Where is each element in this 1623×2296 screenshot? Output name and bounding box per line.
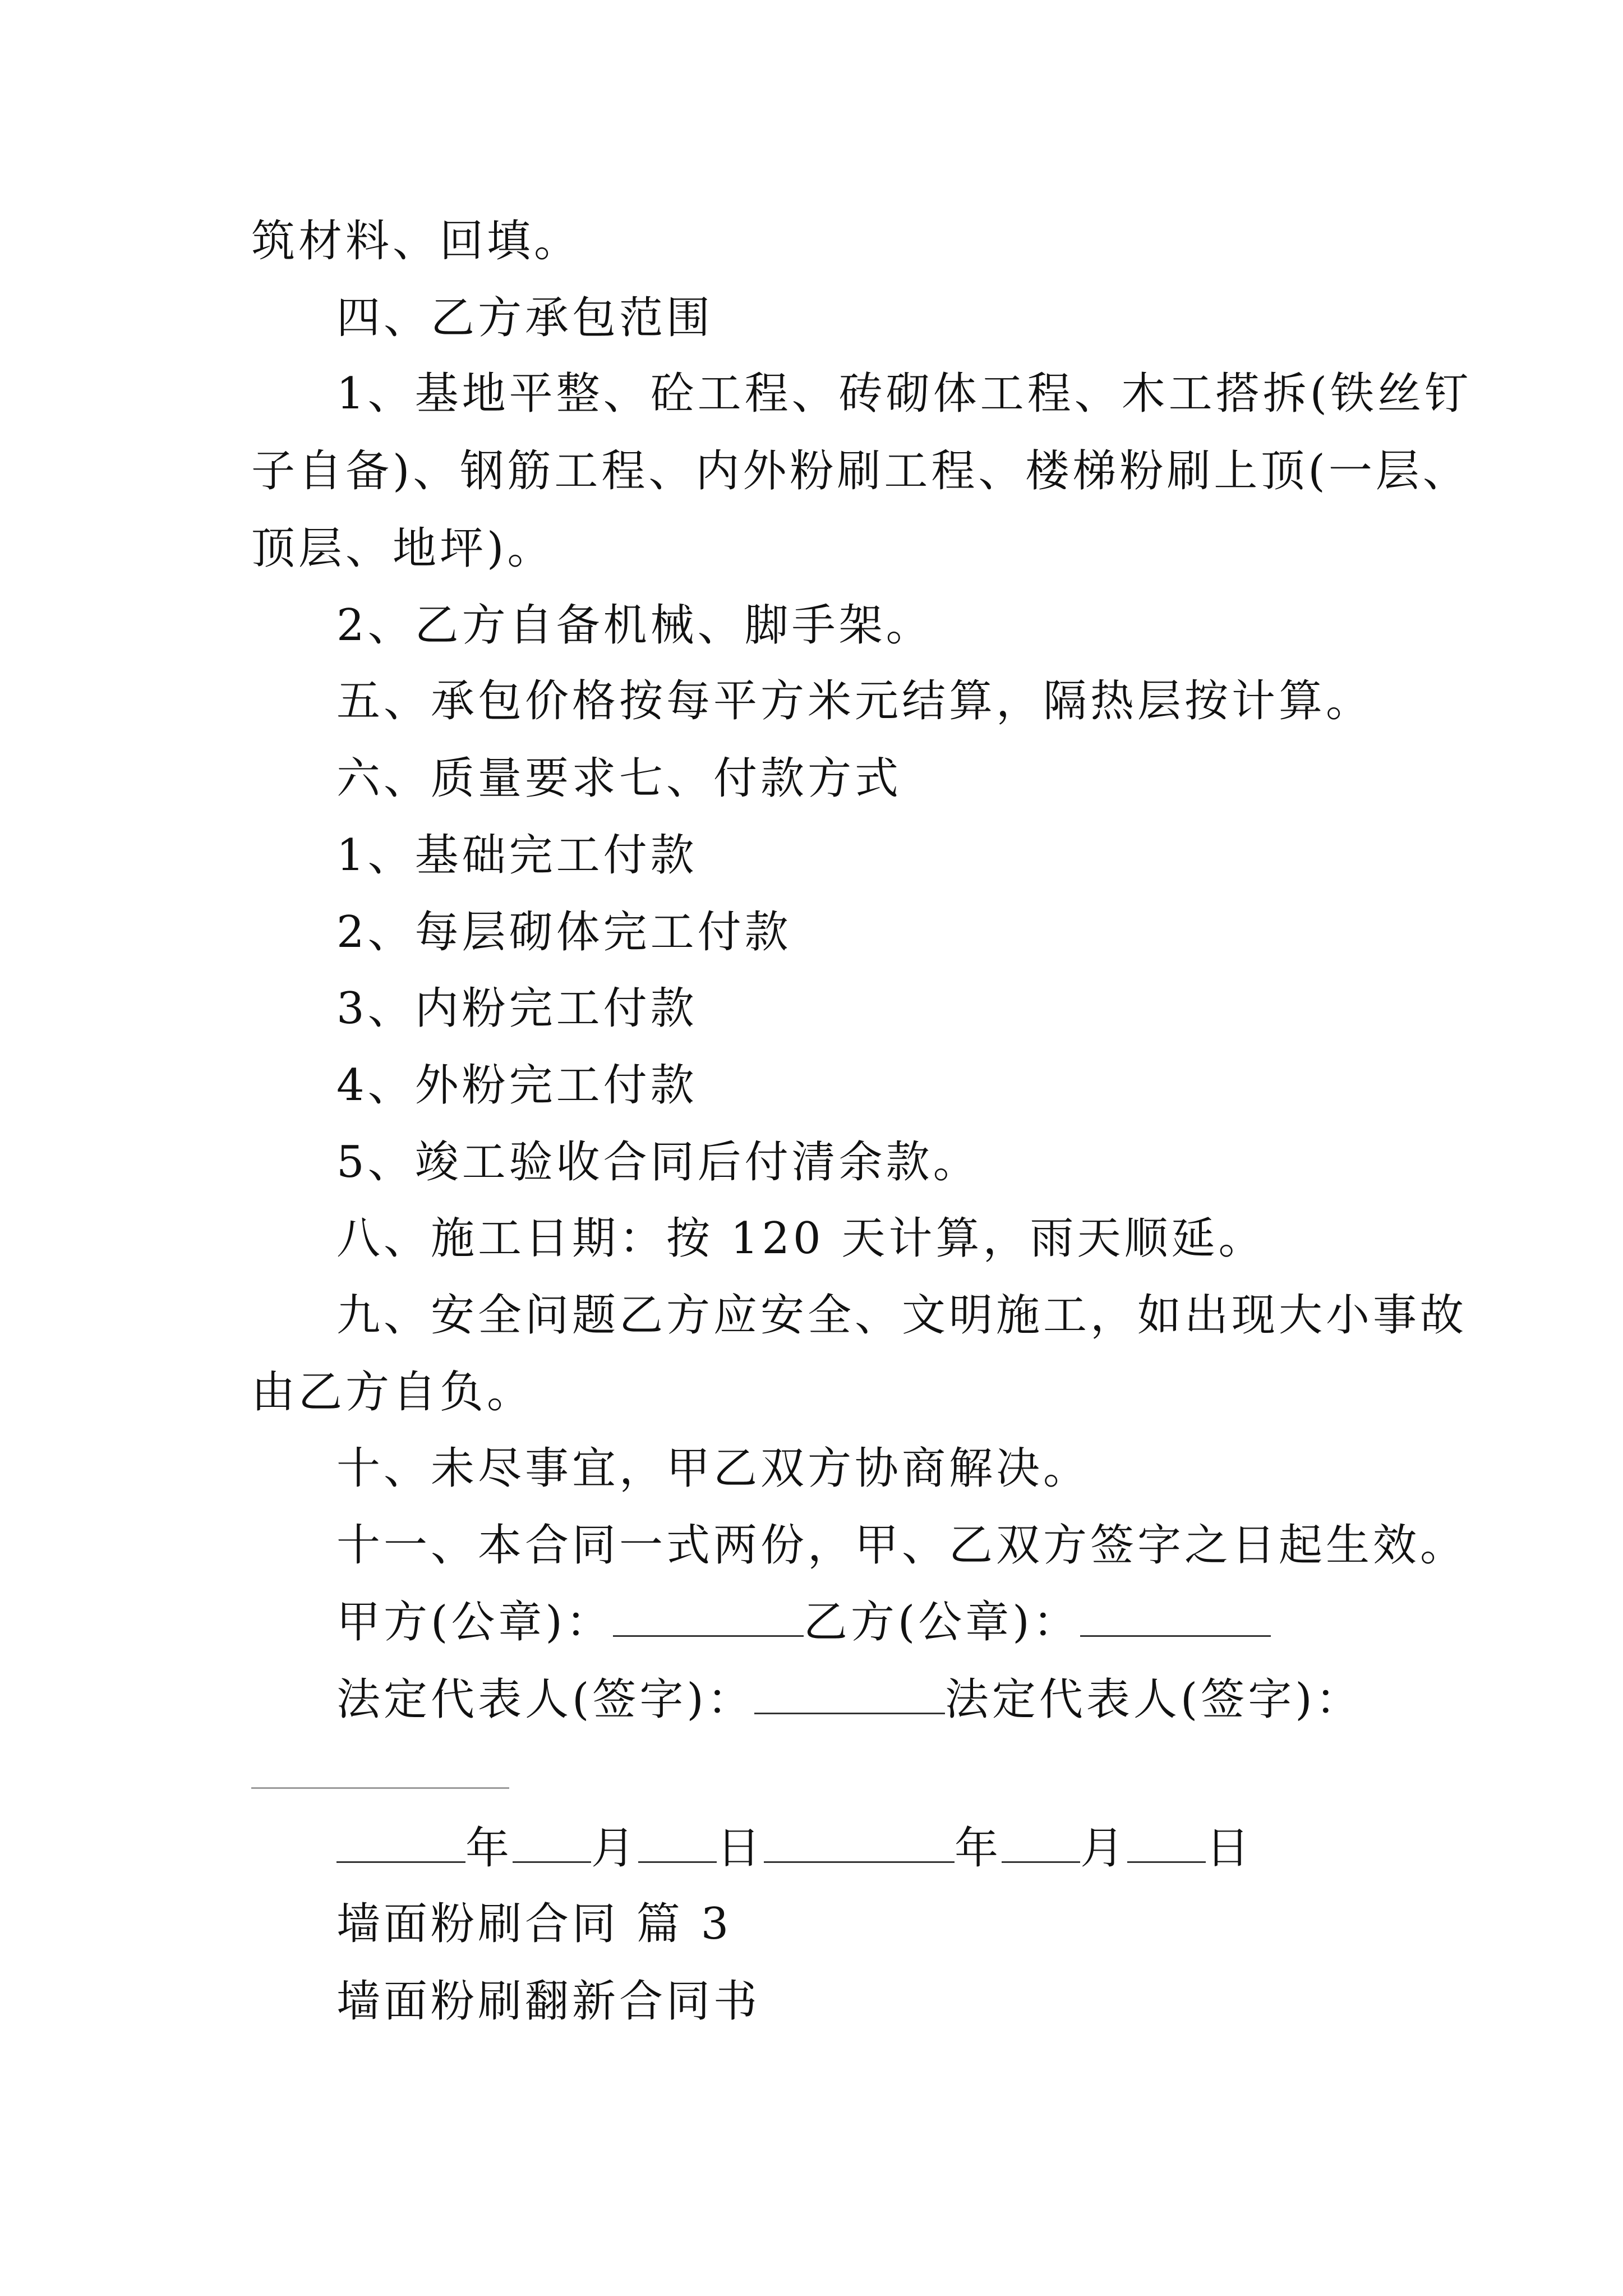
list-item: 4、外粉完工付款: [336, 1060, 698, 1111]
body-line: 2、乙方自备机械、脚手架。: [336, 600, 933, 651]
month-blank-b[interactable]: [1002, 1821, 1080, 1863]
year-blank-b[interactable]: [764, 1821, 955, 1863]
list-item: 2、每层砌体完工付款: [336, 907, 792, 958]
body-line: 子自备)、钢筋工程、内外粉刷工程、楼梯粉刷上顶(一层、: [251, 446, 1470, 496]
body-line: 顶层、地坪)。: [251, 523, 555, 574]
year-label-a: 年: [465, 1823, 513, 1874]
list-item: 1、基础完工付款: [336, 830, 698, 881]
party-a-rep-blank[interactable]: [754, 1672, 945, 1714]
list-item: 3、内粉完工付款: [336, 983, 698, 1034]
signature-continuation-line[interactable]: [251, 1787, 509, 1789]
day-label-a: 日: [717, 1823, 764, 1874]
party-b-seal-label: 乙方(公章)：: [803, 1597, 1080, 1648]
date-row: [336, 1820, 1253, 1876]
body-line: 筑材料、回填。: [251, 216, 582, 266]
section-heading: 五、承包价格按每平方米元结算，隔热层按计算。: [336, 676, 1373, 726]
signature-row-representative: [336, 1672, 1363, 1728]
party-a-seal-label: 甲方(公章)：: [336, 1597, 613, 1648]
section-heading: 六、质量要求七、付款方式: [336, 753, 902, 804]
body-line: 1、基地平整、砼工程、砖砌体工程、木工搭拆(铁丝钉: [336, 369, 1472, 419]
list-item: 5、竣工验收合同后付清余款。: [336, 1137, 980, 1188]
day-blank-a[interactable]: [638, 1821, 717, 1863]
year-label-b: 年: [955, 1823, 1002, 1874]
body-line: 由乙方自负。: [251, 1367, 534, 1418]
party-b-rep-label: 法定代表人(签字)：: [944, 1674, 1363, 1725]
party-a-rep-label: 法定代表人(签字)：: [336, 1674, 754, 1725]
section-title: 墙面粉刷合同 篇 3: [336, 1899, 732, 1949]
section-heading: 九、安全问题乙方应安全、文明施工，如出现大小事故: [336, 1290, 1468, 1341]
party-b-seal-blank[interactable]: [1080, 1595, 1271, 1637]
month-label-a: 月: [591, 1823, 639, 1874]
document-subtitle: 墙面粉刷翻新合同书: [336, 1976, 761, 2027]
party-a-seal-blank[interactable]: [613, 1595, 804, 1637]
section-heading: 四、乙方承包范围: [336, 293, 714, 343]
month-label-b: 月: [1080, 1823, 1128, 1874]
section-heading: 十、未尽事宜，甲乙双方协商解决。: [336, 1443, 1091, 1494]
section-heading: 八、施工日期：按 120 天计算，雨天顺延。: [336, 1213, 1266, 1264]
section-heading: 十一、本合同一式两份，甲、乙双方签字之日起生效。: [336, 1520, 1468, 1571]
year-blank-a[interactable]: [336, 1821, 465, 1863]
signature-row-seal: [336, 1594, 1271, 1650]
month-blank-a[interactable]: [513, 1821, 591, 1863]
day-label-b: 日: [1206, 1823, 1253, 1874]
day-blank-b[interactable]: [1127, 1821, 1206, 1863]
